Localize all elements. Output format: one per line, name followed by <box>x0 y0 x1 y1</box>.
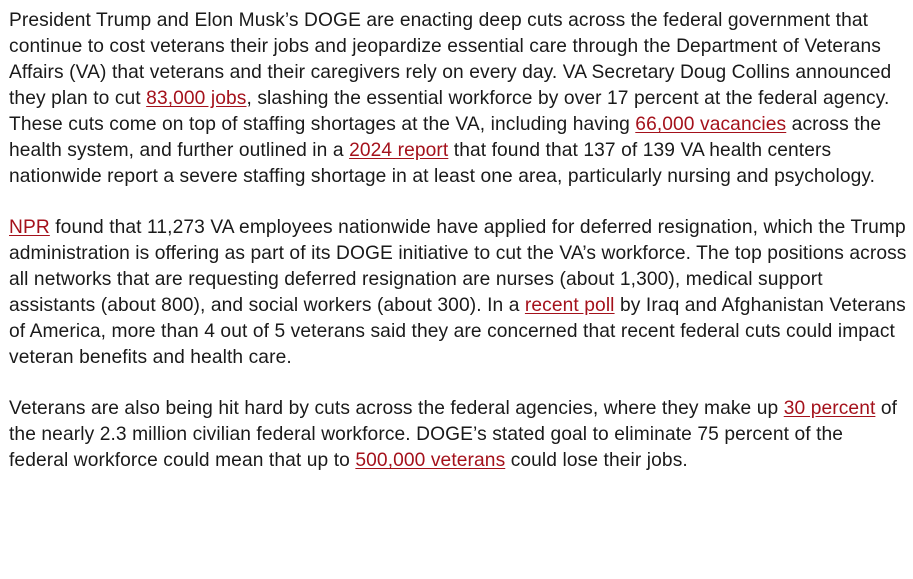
text-run: that found that 137 of 139 VA health centers nationwide report a severe staffing shortage in at least one area, particularly nursing and psychology. <box>9 140 876 187</box>
link-recent-poll[interactable]: recent poll <box>524 295 615 316</box>
link-83000-jobs[interactable]: 83,000 jobs <box>146 88 247 109</box>
text-run: of the nearly 2.3 million civilian federal workforce. DOGE’s stated goal to eliminate 75 percent of the federal workforce could mean that up to <box>9 398 898 471</box>
paragraph-va-cuts <box>9 8 907 190</box>
text-run: across the health system, and further outlined in a <box>9 114 882 161</box>
paragraph-federal-workforce <box>9 396 907 474</box>
link-30-percent[interactable]: 30 percent <box>783 398 876 419</box>
link-66000-vacancies[interactable]: 66,000 vacancies <box>635 114 787 135</box>
text-run: by Iraq and Afghanistan Veterans of America, more than 4 out of 5 veterans said they are concerned that recent federal cuts could impact veteran benefits and health care. <box>9 295 906 368</box>
link-500000-veterans[interactable]: 500,000 veterans <box>355 450 506 471</box>
link-2024-report[interactable]: 2024 report <box>349 140 449 161</box>
text-run: President Trump and Elon Musk’s DOGE are enacting deep cuts across the federal government that continue to cost veterans their jobs and jeopardize essential care through the Department of Veterans Affairs (VA) that veterans and their caregivers rely on every day. VA Secretary Doug Collins announced they plan to cut <box>9 10 892 109</box>
text-run: Veterans are also being hit hard by cuts across the federal agencies, where they make up <box>9 398 784 419</box>
link-npr[interactable]: NPR <box>9 217 50 238</box>
paragraph-deferred-resignation <box>9 215 907 371</box>
text-run: , slashing the essential workforce by over 17 percent at the federal agency. These cuts come on top of staffing shortages at the VA, including having <box>9 88 890 135</box>
text-run: could lose their jobs. <box>505 450 688 471</box>
text-run: found that 11,273 VA employees nationwide have applied for deferred resignation, which the Trump administration is offering as part of its DOGE initiative to cut the VA’s workforce. The top positions across all networks that are requesting deferred resignation are nurses (about 1,300), medical support assistants (about 800), and social workers (about 300). In a <box>9 217 907 316</box>
